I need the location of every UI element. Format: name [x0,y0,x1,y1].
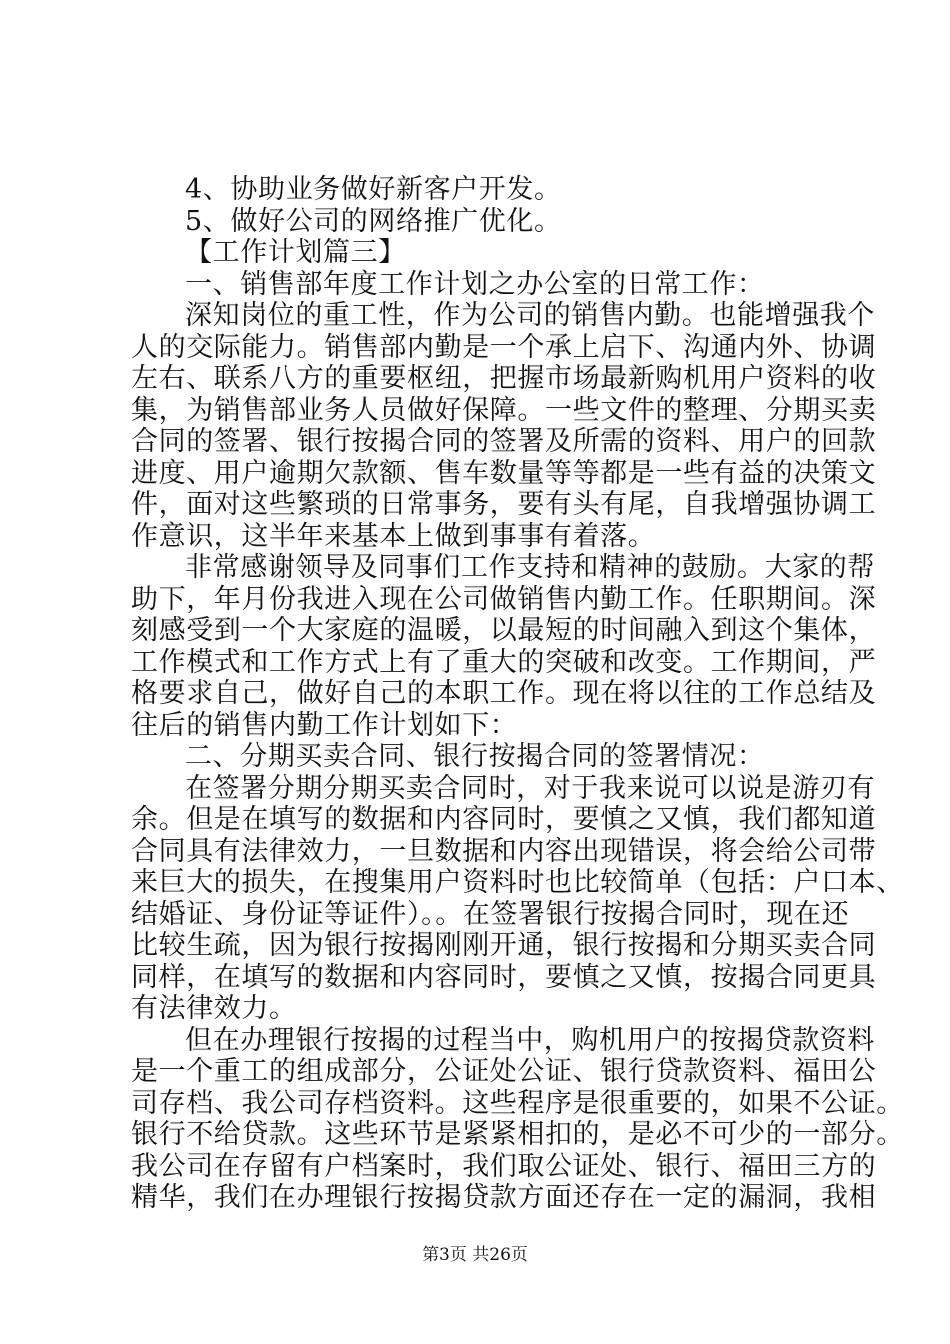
text-line: 工作模式和工作方式上有了重大的突破和改变。工作期间，严 [131,646,877,678]
text-line: 非常感谢领导及同事们工作支持和精神的鼓励。大家的帮 [185,552,875,583]
text-line: 4、协助业务做好新客户开发。 [185,174,562,205]
text-line: 作意识，这半年来基本上做到事事有着落。 [131,520,656,552]
text-line: 深知岗位的重工性，作为公司的销售内勤。也能增强我个 [185,300,875,331]
text-line: 助下，年月份我进入现在公司做销售内勤工作。任职期间。深 [131,583,877,615]
document-body [131,174,904,1214]
text-line: 集，为销售部业务人员做好保障。一些文件的整理、分期买卖 [131,394,877,426]
text-line: 比较生疏，因为银行按揭刚刚开通，银行按揭和分期买卖合同 [131,930,877,961]
text-line: 余。但是在填写的数据和内容同时，要慎之又慎，我们都知道 [131,804,877,835]
text-line: 刻感受到一个大家庭的温暖，以最短的时间融入到这个集体， [131,615,877,646]
text-line: 件，面对这些繁琐的日常事务，要有头有尾，自我增强协调工 [131,489,877,520]
text-line: 人的交际能力。销售部内勤是一个承上启下、沟通内外、协调 [131,331,877,363]
text-line: 往后的销售内勤工作计划如下： [131,709,518,741]
text-line: 一、销售部年度工作计划之办公室的日常工作： [185,268,765,300]
text-line: 银行不给贷款。这些环节是紧紧相扣的，是必不可少的一部分。 [131,1119,904,1150]
text-line: 精华，我们在办理银行按揭贷款方面还存在一定的漏洞，我相 [131,1182,877,1213]
text-line: 5、做好公司的网络推广优化。 [185,205,562,237]
text-line: 合同的签署、银行按揭合同的签署及所需的资料、用户的回款 [131,426,877,457]
text-line: 在签署分期分期买卖合同时，对于我来说可以说是游刃有 [185,772,875,804]
text-line: 有法律效力。 [131,993,297,1024]
text-line: 格要求自己，做好自己的本职工作。现在将以往的工作总结及 [131,678,877,709]
text-line: 但在办理银行按揭的过程当中，购机用户的按揭贷款资料 [185,1024,875,1056]
text-line: 司存档、我公司存档资料。这些程序是很重要的，如果不公证。 [131,1087,904,1119]
text-line: 合同具有法律效力，一旦数据和内容出现错误，将会给公司带 [131,835,877,867]
text-line: 结婚证、身份证等证件）。。在签署银行按揭合同时，现在还 [131,898,850,930]
text-line: 左右、联系八方的重要枢纽，把握市场最新购机用户资料的收 [131,363,877,394]
text-line: 进度、用户逾期欠款额、售车数量等等都是一些有益的决策文 [131,457,877,489]
text-line: 二、分期买卖合同、银行按揭合同的签署情况： [185,741,765,772]
text-line: 【工作计划篇三】 [185,237,406,268]
text-line: 我公司在存留有户档案时，我们取公证处、银行、福田三方的 [131,1150,877,1182]
text-line: 同样，在填写的数据和内容同时，要慎之又慎，按揭合同更具 [131,961,877,993]
text-line: 是一个重工的组成部分，公证处公证、银行贷款资料、福田公 [131,1056,877,1087]
text-line: 来巨大的损失，在搜集用户资料时也比较简单（包括：户口本、 [131,867,904,898]
page-footer: 第3页 共26页 [422,1245,528,1265]
